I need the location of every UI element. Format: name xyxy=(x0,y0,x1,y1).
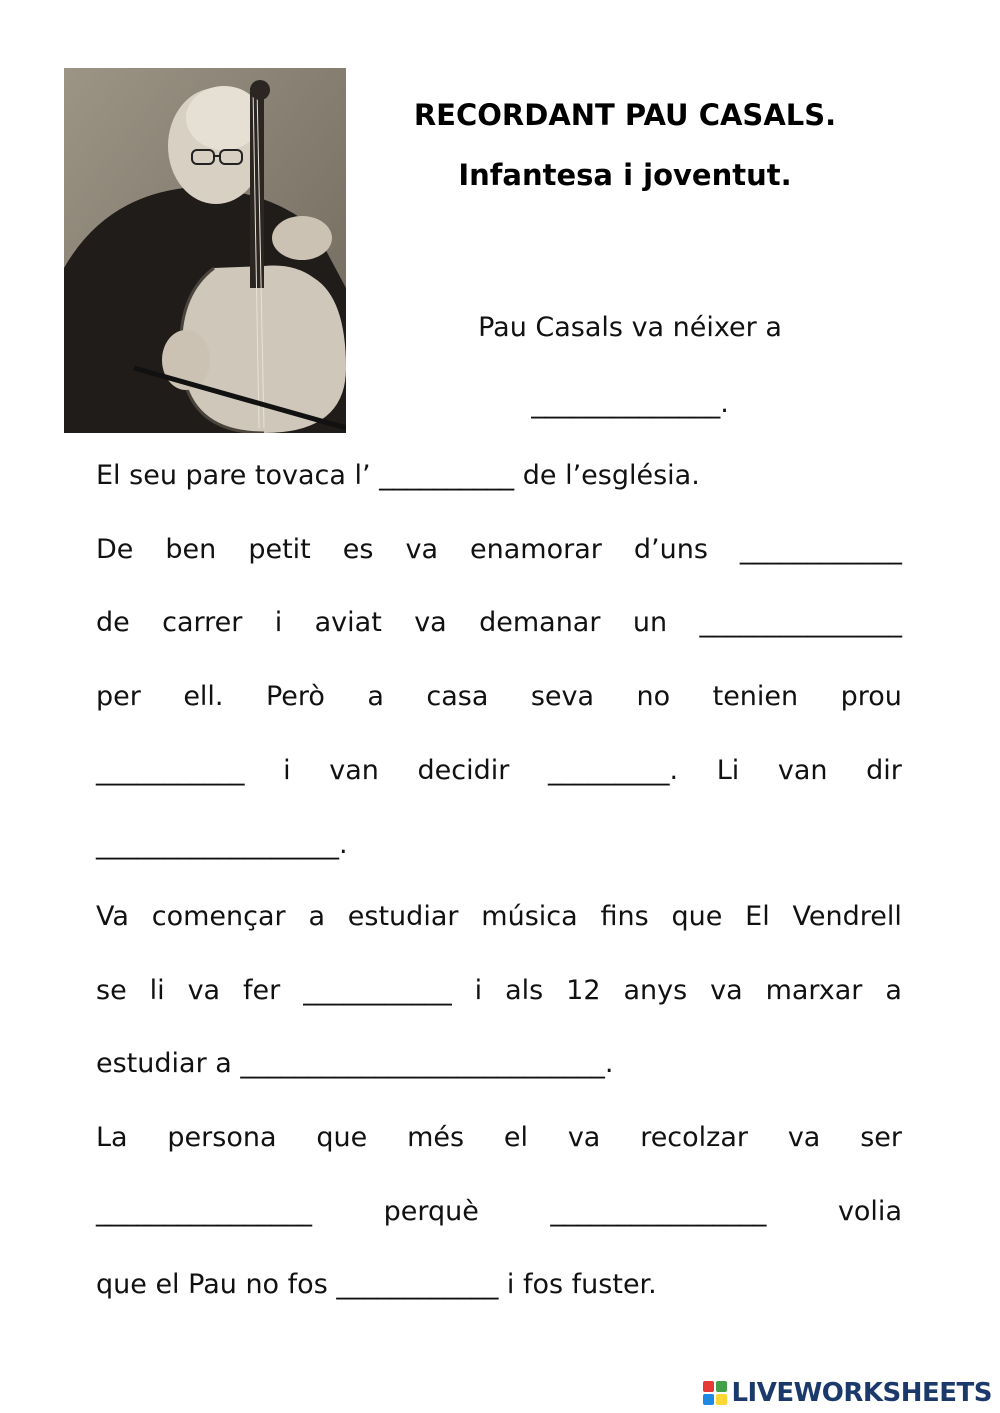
word: música xyxy=(481,901,578,932)
logo-text: LIVEWORKSHEETS xyxy=(731,1378,992,1408)
liveworksheets-logo xyxy=(703,1378,992,1408)
word: Va xyxy=(96,901,129,932)
word: Vendrell xyxy=(792,901,902,932)
word: no xyxy=(636,681,671,712)
word: aviat xyxy=(314,607,382,638)
word: perquè xyxy=(383,1196,479,1227)
word: que xyxy=(316,1122,368,1153)
word: fer xyxy=(243,975,281,1006)
word: casa xyxy=(426,681,489,712)
text-line-14: que el Pau no fos ____________ i fos fuster. xyxy=(96,1269,657,1300)
page-title: RECORDANT PAU CASALS. xyxy=(413,98,837,132)
word: va xyxy=(567,1122,601,1153)
word: persona xyxy=(167,1122,277,1153)
word: més xyxy=(407,1122,465,1153)
word: decidir xyxy=(417,755,510,786)
word: volia xyxy=(837,1196,902,1227)
word: i xyxy=(474,975,483,1006)
text-line-5 xyxy=(96,605,902,641)
page-subtitle: Infantesa i joventut. xyxy=(458,158,792,192)
word: que xyxy=(671,901,723,932)
word: per xyxy=(96,681,141,712)
word: va xyxy=(187,975,221,1006)
word: van xyxy=(329,755,379,786)
word: prou xyxy=(840,681,902,712)
word: recolzar xyxy=(640,1122,748,1153)
text-line-6 xyxy=(96,679,902,715)
logo-mark-icon xyxy=(703,1381,727,1405)
text-line-13 xyxy=(96,1194,902,1230)
text-line-3: El seu pare tovaca l’ __________ de l’església. xyxy=(96,460,700,491)
word: van xyxy=(777,755,828,786)
word: carrer xyxy=(162,607,243,638)
word: i xyxy=(274,607,283,638)
word: dir xyxy=(866,755,902,786)
answer-blank[interactable]: ________________ xyxy=(550,1196,767,1227)
word: es xyxy=(342,534,374,565)
word: Li xyxy=(716,755,740,786)
word: 12 xyxy=(566,975,601,1006)
word: va xyxy=(405,534,438,565)
word: a xyxy=(885,975,902,1006)
answer-blank[interactable]: ____________ xyxy=(739,534,902,565)
cellist-photo xyxy=(64,68,346,433)
word: fins xyxy=(600,901,649,932)
word: enamorar xyxy=(470,534,602,565)
text-line-7 xyxy=(96,753,902,789)
word: als xyxy=(505,975,544,1006)
word: ben xyxy=(165,534,217,565)
word: marxar xyxy=(765,975,863,1006)
text-line-10 xyxy=(96,973,902,1009)
word: De xyxy=(96,534,134,565)
answer-blank[interactable]: _______________ xyxy=(699,607,902,638)
text-line-12 xyxy=(96,1120,902,1156)
word: a xyxy=(367,681,384,712)
text-line-1: Pau Casals va néixer a xyxy=(478,312,782,343)
word: ell. xyxy=(183,681,224,712)
word: ser xyxy=(860,1122,902,1153)
word: La xyxy=(96,1122,128,1153)
text-line-4 xyxy=(96,532,902,568)
word: i xyxy=(283,755,291,786)
word: seva xyxy=(530,681,595,712)
text-line-11: estudiar a ___________________________. xyxy=(96,1048,614,1079)
word: estudiar xyxy=(347,901,459,932)
word: un xyxy=(632,607,668,638)
text-line-8[interactable]: __________________. xyxy=(96,829,348,860)
word: tenien xyxy=(712,681,799,712)
word: d’uns xyxy=(633,534,708,565)
cellist-photo-illustration xyxy=(64,68,346,433)
word: se xyxy=(96,975,127,1006)
word: va xyxy=(710,975,743,1006)
word: a xyxy=(308,901,325,932)
blank-birthplace[interactable]: ______________. xyxy=(531,388,729,419)
word: començar xyxy=(151,901,286,932)
word: anys xyxy=(623,975,688,1006)
word: petit xyxy=(248,534,311,565)
word: de xyxy=(96,607,130,638)
word: li xyxy=(149,975,165,1006)
word: demanar xyxy=(479,607,601,638)
answer-blank[interactable]: _________. xyxy=(548,755,679,786)
word: Però xyxy=(265,681,325,712)
answer-blank[interactable]: ___________ xyxy=(96,755,245,786)
word: El xyxy=(745,901,770,932)
text-line-9 xyxy=(96,899,902,935)
answer-blank[interactable]: ________________ xyxy=(96,1196,312,1227)
word: va xyxy=(787,1122,821,1153)
word: el xyxy=(503,1122,528,1153)
word: va xyxy=(414,607,447,638)
answer-blank[interactable]: ___________ xyxy=(303,975,452,1006)
